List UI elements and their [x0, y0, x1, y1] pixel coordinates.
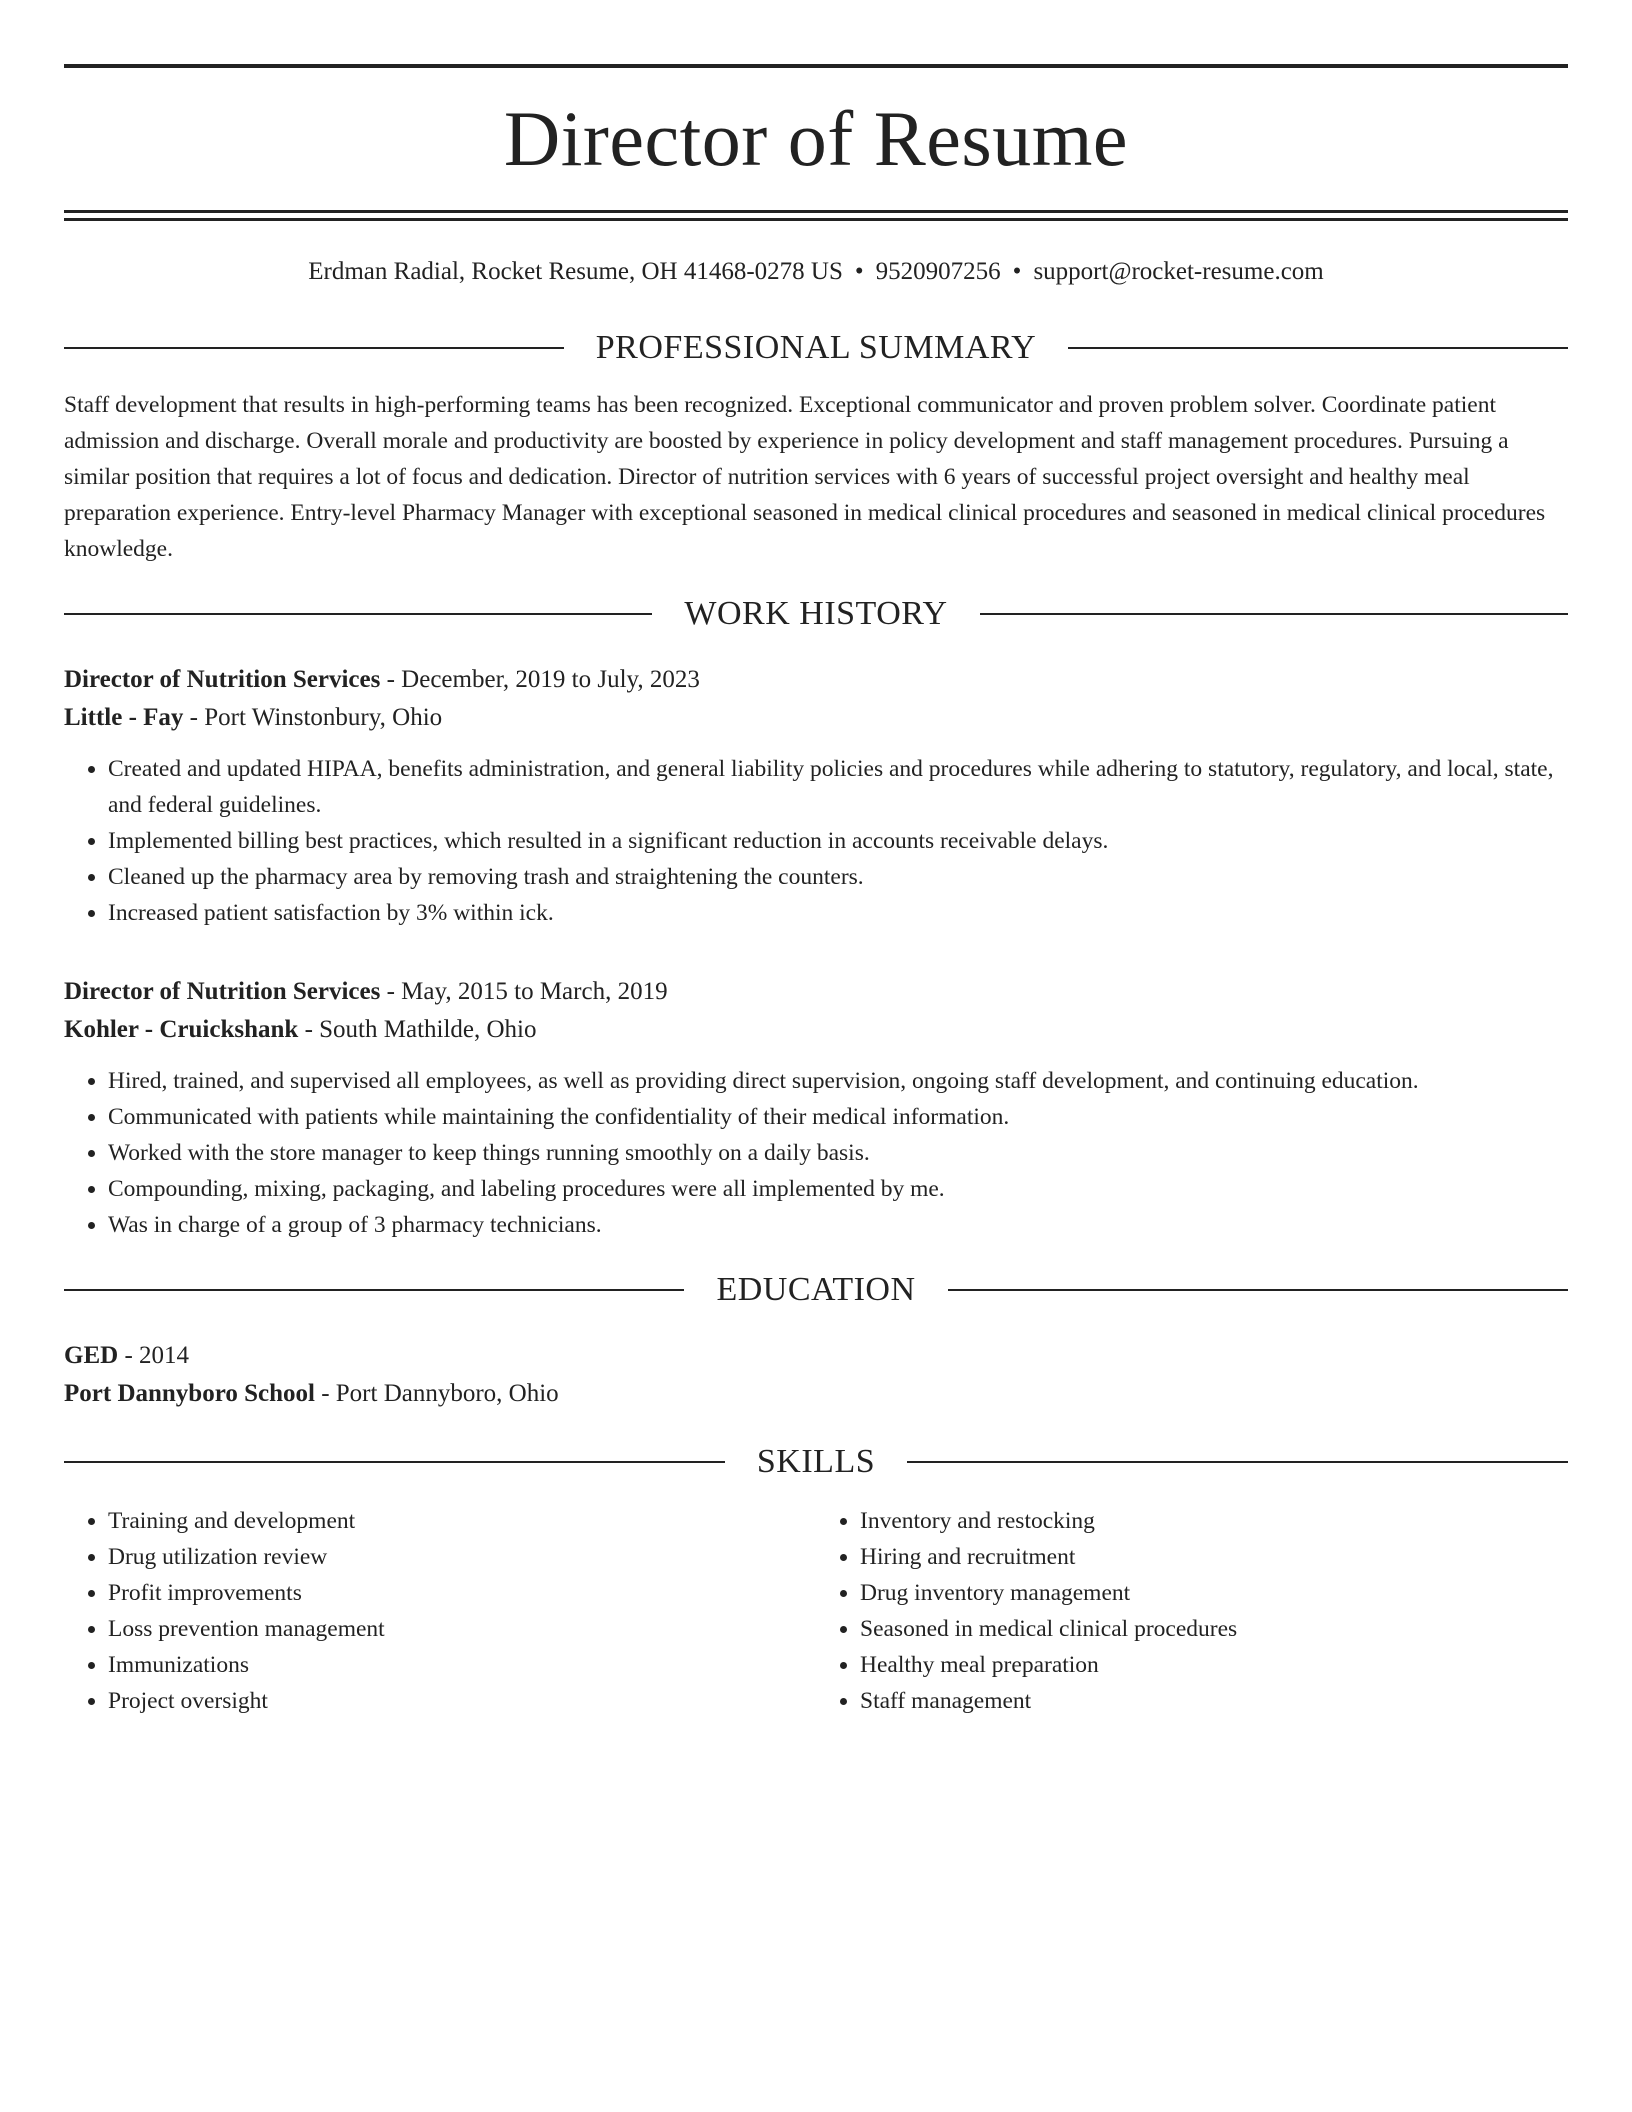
- job-title-line: [64, 661, 1568, 699]
- section-title: EDUCATION: [716, 1271, 916, 1308]
- job-title-line: [64, 973, 1568, 1011]
- list-item: • Training and development: [108, 1503, 816, 1539]
- school-name: Port Dannyboro School: [64, 1380, 315, 1407]
- list-item: • Profit improvements: [108, 1575, 816, 1611]
- contact-phone: 9520907256: [875, 258, 1001, 285]
- section-rule-left: [64, 1289, 684, 1291]
- school-location: - Port Dannyboro, Ohio: [314, 1380, 559, 1407]
- contact-separator: •: [1012, 258, 1022, 285]
- list-item: • Seasoned in medical clinical procedures: [860, 1611, 1568, 1647]
- list-item: • Hired, trained, and supervised all employees, as well as providing direct supervision, ongoing staff development, and continuing education.: [108, 1063, 1568, 1099]
- skills-columns: [64, 1503, 1568, 1719]
- section-header-education: [64, 1273, 1568, 1307]
- job-company-line: [64, 699, 1568, 737]
- title-double-rule: [64, 210, 1568, 221]
- list-item: • Staff management: [860, 1683, 1568, 1719]
- job-company-line: [64, 1011, 1568, 1049]
- list-item: • Loss prevention management: [108, 1611, 816, 1647]
- job-title: Director of Nutrition Services: [64, 666, 381, 693]
- section-header-summary: [64, 331, 1568, 365]
- resume-title: Director of Resume: [503, 95, 1129, 182]
- job-company: Kohler - Cruickshank: [64, 1016, 299, 1043]
- list-item: • Drug utilization review: [108, 1539, 816, 1575]
- contact-separator: •: [854, 258, 864, 285]
- top-rule: [64, 64, 1568, 68]
- section-rule-right: [1068, 347, 1568, 349]
- section-rule-left: [64, 613, 652, 615]
- contact-email: support@rocket-resume.com: [1033, 258, 1324, 285]
- summary-text: Staff development that results in high-performing teams has been recognized. Exceptional communicator and proven problem solver. Coordinate patient admission and discharge. Overall morale and productivity are boosted by experience in policy development and staff management procedures. Pursuing a similar position that requires a lot of focus and dedication. Director of nutrition services with 6 years of successful project oversight and healthy meal preparation experience. Entry-level Pharmacy Manager with exceptional seasoned in medical clinical procedures and seasoned in medical clinical procedures knowledge.: [64, 392, 1546, 562]
- section-rule-left: [64, 1461, 725, 1463]
- education-entry: [64, 1337, 1568, 1413]
- job-dates: - December, 2019 to July, 2023: [380, 666, 700, 693]
- list-item: • Compounding, mixing, packaging, and labeling procedures were all implemented by me.: [108, 1171, 1568, 1207]
- job-bullets: [64, 1063, 1568, 1243]
- section-rule-right: [980, 613, 1568, 615]
- skills-list-right: [816, 1503, 1568, 1719]
- skills-list-left: [64, 1503, 816, 1719]
- job-location: - Port Winstonbury, Ohio: [183, 704, 443, 731]
- job-entry: [64, 973, 1568, 1243]
- list-item: • Cleaned up the pharmacy area by removing trash and straightening the counters.: [108, 859, 1568, 895]
- list-item: • Worked with the store manager to keep things running smoothly on a daily basis.: [108, 1135, 1568, 1171]
- school-line: [64, 1375, 1568, 1413]
- section-title: SKILLS: [756, 1443, 876, 1480]
- degree-year: - 2014: [118, 1342, 190, 1369]
- list-item: • Implemented billing best practices, which resulted in a significant reduction in accounts receivable delays.: [108, 823, 1568, 859]
- section-header-work-history: [64, 597, 1568, 631]
- list-item: • Communicated with patients while maintaining the confidentiality of their medical information.: [108, 1099, 1568, 1135]
- job-location: - South Mathilde, Ohio: [298, 1016, 537, 1043]
- job-bullets: [64, 751, 1568, 931]
- job-entry: [64, 661, 1568, 931]
- list-item: • Healthy meal preparation: [860, 1647, 1568, 1683]
- section-title: PROFESSIONAL SUMMARY: [595, 329, 1037, 366]
- list-item: • Created and updated HIPAA, benefits administration, and general liability policies and procedures while adhering to statutory, regulatory, and local, state, and federal guidelines.: [108, 751, 1568, 823]
- degree-line: [64, 1337, 1568, 1375]
- list-item: • Inventory and restocking: [860, 1503, 1568, 1539]
- section-rule-right: [907, 1461, 1568, 1463]
- list-item: • Drug inventory management: [860, 1575, 1568, 1611]
- contact-line: [64, 257, 1568, 287]
- list-item: • Project oversight: [108, 1683, 816, 1719]
- section-rule-right: [948, 1289, 1568, 1291]
- job-company: Little - Fay: [64, 704, 184, 731]
- list-item: • Was in charge of a group of 3 pharmacy technicians.: [108, 1207, 1568, 1243]
- job-dates: - May, 2015 to March, 2019: [380, 978, 668, 1005]
- section-rule-left: [64, 347, 564, 349]
- section-header-skills: [64, 1445, 1568, 1479]
- list-item: • Hiring and recruitment: [860, 1539, 1568, 1575]
- degree: GED: [64, 1342, 119, 1369]
- section-title: WORK HISTORY: [684, 595, 948, 632]
- list-item: • Increased patient satisfaction by 3% within ick.: [108, 895, 1568, 931]
- contact-address: Erdman Radial, Rocket Resume, OH 41468-0278 US: [308, 258, 843, 285]
- list-item: • Immunizations: [108, 1647, 816, 1683]
- job-title: Director of Nutrition Services: [64, 978, 381, 1005]
